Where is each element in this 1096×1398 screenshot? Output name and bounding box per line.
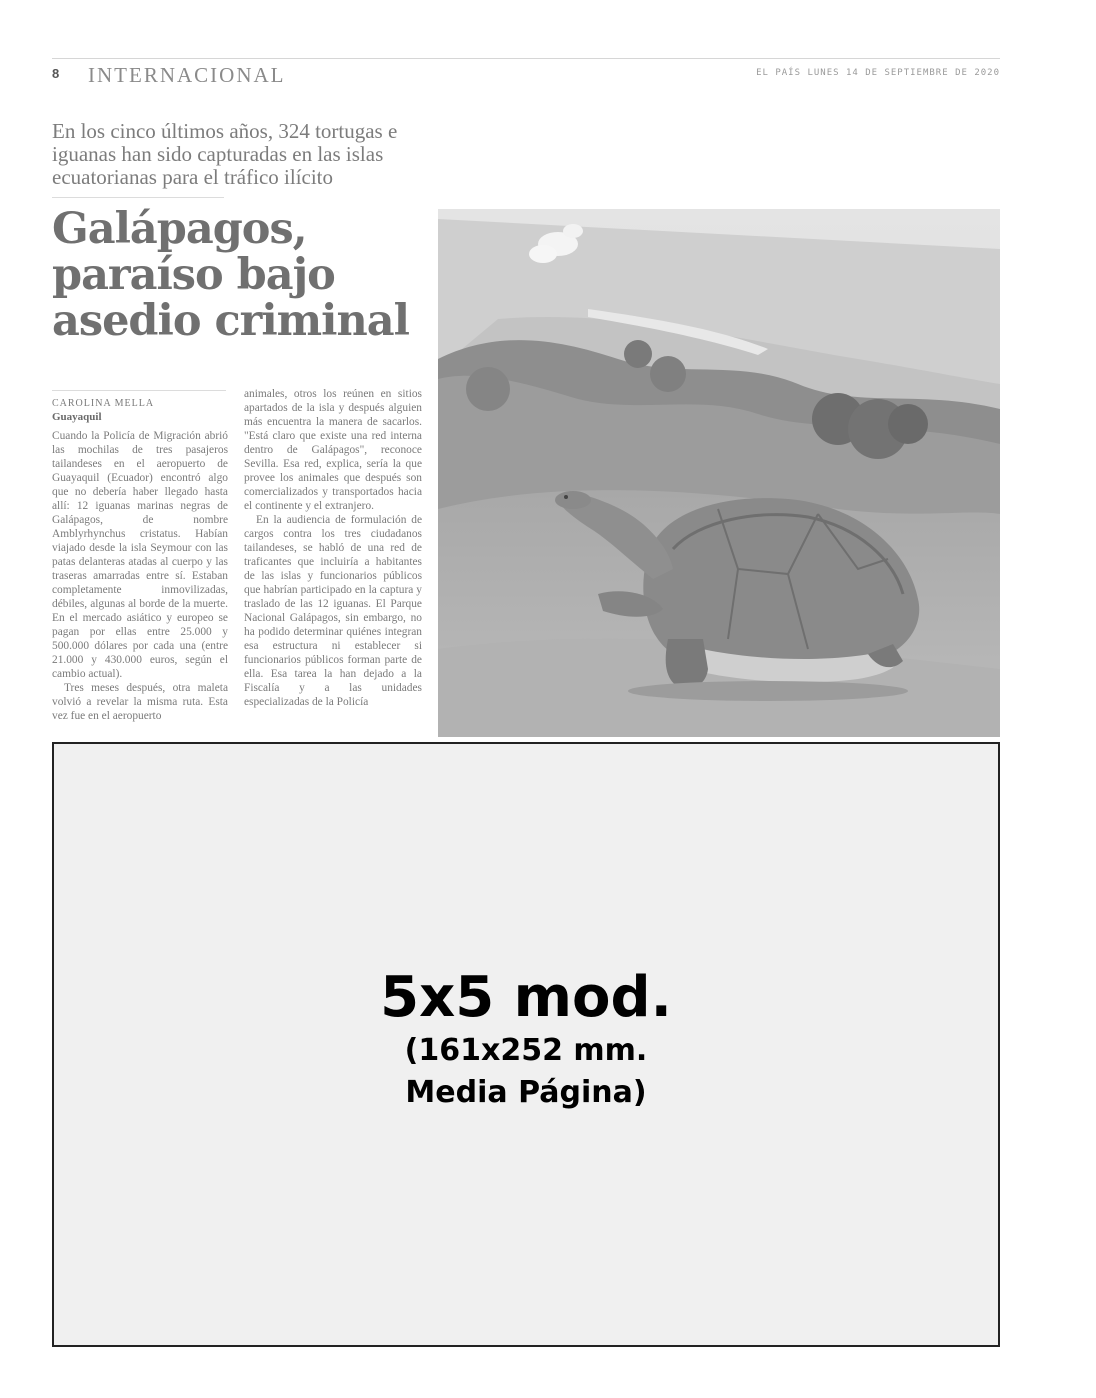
column-2-paragraph: En la audiencia de formulación de cargos contra los tres ciudadanos tailandeses, se habló de una red de traficantes que incluiría a habitantes de las islas y funcionarios públicos que habrían participado en la captura y traslado de las 12 iguanas. El Parque Nacional Galápagos, sin embargo, no ha podido determinar quiénes integran esa estructura ni establecer si funcionarios públicos forman parte de ella. Esa tarea la han dejado a la Fiscalía y a las unidades especializadas de la Policía (244, 514, 422, 708)
column-1-paragraph: Tres meses después, otra maleta volvió a revelar la misma ruta. Esta vez fue en el aeropuerto (52, 682, 228, 722)
tortoise-photo (438, 209, 1000, 737)
ad-module-size: 5x5 mod. (380, 965, 672, 1030)
subheadline-rule (52, 197, 224, 198)
column-1-paragraph: Cuando la Policía de Migración abrió las mochilas de tres pasajeros tailandeses en el aeropuerto de Guayaquil (Ecuador) encontró algo que no debería haber llegado hasta allí: 12 iguanas marinas negras de Galápagos, de nombre Amblyrhynchus cristatus. Habían viajado desde la isla Seymour con las patas delanteras atadas al cuerpo y las traseras amarradas entre sí. Estaban completamente inmovilizadas, débiles, algunas al borde de la muerte. En el mercado asiático y europeo se pagan por ellas entre 25.000 y 500.000 dólares por cada una (entre 21.000 y 430.000 euros, según el cambio actual). (52, 430, 228, 680)
ad-placeholder-box (52, 742, 1000, 1347)
subheadline: En los cinco últimos años, 324 tortugas e iguanas han sido capturadas en las islas ecuatorianas para el tráfico ilícito (52, 119, 398, 189)
article-column-2 (244, 387, 422, 737)
byline-place: Guayaquil (52, 411, 102, 423)
ad-text (54, 966, 998, 1114)
byline-author: CAROLINA MELLA (52, 398, 155, 409)
headline: Galápagos, paraíso bajo asedio criminal (52, 204, 409, 346)
article-column-1 (52, 429, 228, 737)
dateline: EL PAÍS LUNES 14 DE SEPTIEMBRE DE 2020 (756, 68, 1000, 78)
ad-format: Media Página) (405, 1075, 647, 1110)
ad-dimensions: (161x252 mm. (404, 1033, 648, 1068)
column-2-paragraph: animales, otros los reúnen en sitios apartados de la isla y después alguien más encuentra la manera de sacarlos. "Está claro que existe una red interna dentro de Galápagos", reconoce Sevilla. Esa red, explica, sería la que provee los animales que después son comercializados y transportados hacia el continente y el extranjero. (244, 388, 422, 512)
section-name: INTERNACIONAL (88, 63, 286, 87)
byline-rule (52, 390, 226, 391)
page-number: 8 (52, 66, 60, 81)
header-rule (52, 58, 1000, 59)
